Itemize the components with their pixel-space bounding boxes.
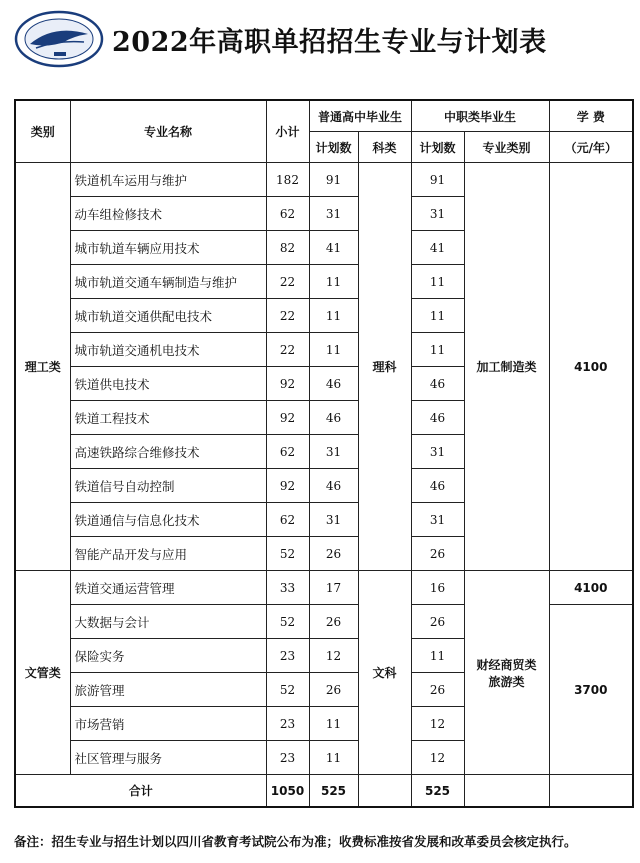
subject-cell: 文科 bbox=[358, 571, 411, 775]
plan-cell: 41 bbox=[309, 231, 358, 265]
plan-cell: 31 bbox=[309, 503, 358, 537]
enrollment-plan-table bbox=[14, 99, 634, 808]
plan-cell: 11 bbox=[309, 265, 358, 299]
plan2-cell: 26 bbox=[411, 605, 464, 639]
plan2-cell: 11 bbox=[411, 299, 464, 333]
header-category: 类别 bbox=[15, 100, 70, 163]
major-cell: 大数据与会计 bbox=[70, 605, 266, 639]
plan-cell: 46 bbox=[309, 367, 358, 401]
plan-cell: 46 bbox=[309, 469, 358, 503]
plan-cell: 31 bbox=[309, 435, 358, 469]
plan2-cell: 41 bbox=[411, 231, 464, 265]
plan2-cell: 31 bbox=[411, 435, 464, 469]
plan2-cell: 12 bbox=[411, 707, 464, 741]
total-label: 合计 bbox=[15, 775, 266, 808]
subtotal-cell: 62 bbox=[266, 435, 309, 469]
header-plan2: 计划数 bbox=[411, 132, 464, 163]
major-cell: 铁道信号自动控制 bbox=[70, 469, 266, 503]
plan-cell: 91 bbox=[309, 163, 358, 197]
plan2-cell: 11 bbox=[411, 265, 464, 299]
footnote: 备注：招生专业与招生计划以四川省教育考试院公布为准；收费标准按省发展和改革委员会核定执行。 bbox=[14, 834, 577, 849]
subtotal-cell: 52 bbox=[266, 673, 309, 707]
subtotal-cell: 23 bbox=[266, 639, 309, 673]
header-subtotal: 小计 bbox=[266, 100, 309, 163]
major-cell: 铁道通信与信息化技术 bbox=[70, 503, 266, 537]
subtotal-cell: 82 bbox=[266, 231, 309, 265]
plan-cell: 26 bbox=[309, 537, 358, 571]
plan-cell: 17 bbox=[309, 571, 358, 605]
header-major: 专业名称 bbox=[70, 100, 266, 163]
header-subject: 科类 bbox=[358, 132, 411, 163]
major-cell: 保险实务 bbox=[70, 639, 266, 673]
total-tuition-empty bbox=[549, 775, 633, 808]
plan2-cell: 26 bbox=[411, 673, 464, 707]
subtotal-cell: 182 bbox=[266, 163, 309, 197]
subtotal-cell: 52 bbox=[266, 537, 309, 571]
major-cell: 旅游管理 bbox=[70, 673, 266, 707]
school-logo-icon bbox=[14, 10, 104, 68]
subtotal-cell: 22 bbox=[266, 265, 309, 299]
subtotal-cell: 62 bbox=[266, 503, 309, 537]
subtotal-cell: 23 bbox=[266, 707, 309, 741]
tuition-cell: 4100 bbox=[549, 571, 633, 605]
subtotal-cell: 22 bbox=[266, 299, 309, 333]
subject-cell: 理科 bbox=[358, 163, 411, 571]
plan-cell: 46 bbox=[309, 401, 358, 435]
plan2-cell: 16 bbox=[411, 571, 464, 605]
plan2-cell: 91 bbox=[411, 163, 464, 197]
total-voc-empty bbox=[464, 775, 549, 808]
plan2-cell: 46 bbox=[411, 401, 464, 435]
total-plan2: 525 bbox=[411, 775, 464, 808]
major-cell: 城市轨道交通供配电技术 bbox=[70, 299, 266, 333]
tuition-cell: 4100 bbox=[549, 163, 633, 571]
plan2-cell: 46 bbox=[411, 469, 464, 503]
tuition-cell: 3700 bbox=[549, 605, 633, 775]
major-cell: 铁道交通运营管理 bbox=[70, 571, 266, 605]
subtotal-cell: 92 bbox=[266, 469, 309, 503]
total-row bbox=[15, 775, 633, 808]
major-cell: 城市轨道交通机电技术 bbox=[70, 333, 266, 367]
voc-category-cell bbox=[464, 571, 549, 775]
plan-cell: 11 bbox=[309, 333, 358, 367]
subtotal-cell: 92 bbox=[266, 401, 309, 435]
header-vocational: 中职类毕业生 bbox=[411, 100, 549, 132]
plan-cell: 11 bbox=[309, 299, 358, 333]
plan-cell: 11 bbox=[309, 707, 358, 741]
subtotal-cell: 92 bbox=[266, 367, 309, 401]
plan-cell: 26 bbox=[309, 605, 358, 639]
header-tuition-unit: （元/年） bbox=[549, 132, 633, 163]
header-tuition: 学 费 bbox=[549, 100, 633, 132]
major-cell: 社区管理与服务 bbox=[70, 741, 266, 775]
total-subtotal: 1050 bbox=[266, 775, 309, 808]
major-cell: 动车组检修技术 bbox=[70, 197, 266, 231]
page-header bbox=[14, 10, 634, 70]
page-title: 2022年高职单招招生专业与计划表 bbox=[112, 27, 547, 58]
plan2-cell: 31 bbox=[411, 503, 464, 537]
table-row bbox=[15, 163, 633, 197]
voc-category-line2: 旅游类 bbox=[488, 674, 525, 689]
major-cell: 高速铁路综合维修技术 bbox=[70, 435, 266, 469]
plan2-cell: 46 bbox=[411, 367, 464, 401]
plan2-cell: 12 bbox=[411, 741, 464, 775]
category-cell: 文管类 bbox=[15, 571, 70, 775]
plan2-cell: 11 bbox=[411, 333, 464, 367]
subtotal-cell: 23 bbox=[266, 741, 309, 775]
header-plan: 计划数 bbox=[309, 132, 358, 163]
voc-category-cell: 加工制造类 bbox=[464, 163, 549, 571]
major-cell: 城市轨道车辆应用技术 bbox=[70, 231, 266, 265]
category-cell: 理工类 bbox=[15, 163, 70, 571]
plan2-cell: 26 bbox=[411, 537, 464, 571]
plan-cell: 26 bbox=[309, 673, 358, 707]
subtotal-cell: 62 bbox=[266, 197, 309, 231]
subtotal-cell: 22 bbox=[266, 333, 309, 367]
major-cell: 城市轨道交通车辆制造与维护 bbox=[70, 265, 266, 299]
major-cell: 智能产品开发与应用 bbox=[70, 537, 266, 571]
major-cell: 铁道工程技术 bbox=[70, 401, 266, 435]
plan-cell: 12 bbox=[309, 639, 358, 673]
major-cell: 铁道供电技术 bbox=[70, 367, 266, 401]
plan-cell: 31 bbox=[309, 197, 358, 231]
header-general-hs: 普通高中毕业生 bbox=[309, 100, 411, 132]
total-subject-empty bbox=[358, 775, 411, 808]
header-voc-category: 专业类别 bbox=[464, 132, 549, 163]
major-cell: 市场营销 bbox=[70, 707, 266, 741]
subtotal-cell: 52 bbox=[266, 605, 309, 639]
table-row bbox=[15, 571, 633, 605]
plan-cell: 11 bbox=[309, 741, 358, 775]
voc-category-line1: 财经商贸类 bbox=[476, 657, 537, 672]
plan2-cell: 31 bbox=[411, 197, 464, 231]
plan2-cell: 11 bbox=[411, 639, 464, 673]
major-cell: 铁道机车运用与维护 bbox=[70, 163, 266, 197]
total-plan: 525 bbox=[309, 775, 358, 808]
subtotal-cell: 33 bbox=[266, 571, 309, 605]
